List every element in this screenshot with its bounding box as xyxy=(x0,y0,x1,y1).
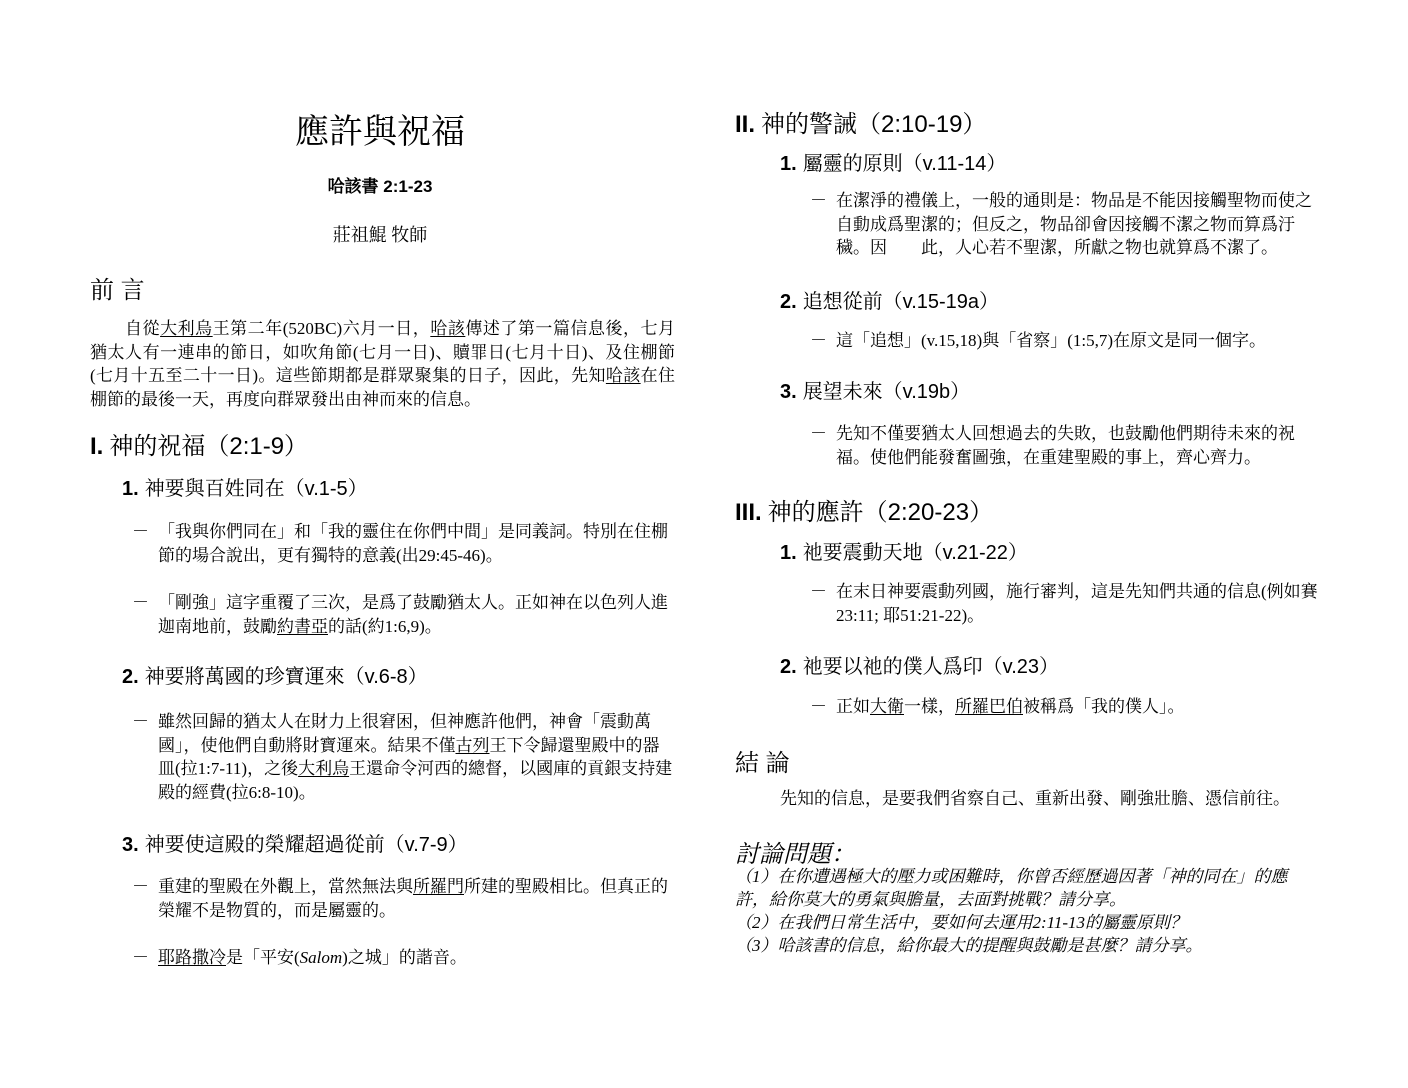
subsection-number: 3. xyxy=(122,834,139,856)
bullet-item xyxy=(810,580,1320,627)
subsection-title: 神要使這殿的榮耀超過從前（v.7-9） xyxy=(144,834,468,856)
text-segment: 雖然回歸的猶太人在財力上很窘困，但神應許他們，神會「震動萬國」，使他們自動將財寶運來。結果不僅 xyxy=(158,712,651,755)
text-segment: 王下令歸還聖殿中的器皿(拉1:7-11)，之後 xyxy=(158,735,660,778)
underlined-name: 耶路撒冷 xyxy=(158,948,226,967)
text-segment: 在潔淨的禮儀上，一般的通則是：物品是不能因接觸聖物而使之自動成爲聖潔的；但反之，物品卻會因接觸不潔之物而算爲汙穢。因 此，人心若不聖潔，所獻之物也就算爲不潔了。 xyxy=(836,191,1312,257)
text-segment: 所建的聖殿相比。但真正的榮耀不是物質的，而是屬靈的。 xyxy=(158,877,668,920)
bullet-item xyxy=(810,329,1320,353)
text-segment: 「我與你們同在」和「我的靈住在你們中間」是同義詞。特別在住棚節的場合說出，更有獨特的意義(出29:45-46)。 xyxy=(158,522,668,565)
subsection-heading xyxy=(780,650,1059,679)
text-segment: 自從 xyxy=(90,319,161,338)
bullet-item xyxy=(132,946,675,970)
discussion-questions xyxy=(735,865,1320,957)
section-title: 神的祝福（2:1-9） xyxy=(109,433,309,460)
subsection-heading xyxy=(780,147,1006,176)
subsection-number: 3. xyxy=(780,381,797,403)
subsection-number: 1. xyxy=(780,153,797,175)
question-3: （3）哈該書的信息，給你最大的提醒與鼓勵是甚麼？請分享。 xyxy=(735,936,1203,955)
bullet-dash: － xyxy=(810,697,827,716)
text-segment: 傳述了第一篇信息後，七月猶太人有一連串的節日，如吹角節(七月一日)、贖罪日(七月十日)、及住棚節(七月十五至二十一日)。這些節期都是群眾聚集的日子，因此，先知 xyxy=(90,319,676,385)
underlined-name: 哈該 xyxy=(605,366,641,385)
bullet-item xyxy=(810,695,1320,719)
text-segment: Salom xyxy=(299,948,343,967)
underlined-name: 所羅門 xyxy=(413,877,464,896)
subsection-title: 屬靈的原則（v.11-14） xyxy=(802,153,1007,175)
section-heading xyxy=(735,492,993,527)
subsection-number: 2. xyxy=(780,656,797,678)
text-segment: 王還命令河西的總督，以國庫的貢銀支持建殿的經費(拉6:8-10)。 xyxy=(158,759,673,802)
underlined-name: 所羅巴伯 xyxy=(955,697,1023,716)
section-heading xyxy=(735,104,986,139)
subsection-heading xyxy=(780,285,999,314)
section-number: I. xyxy=(90,433,104,460)
text-segment: 重建的聖殿在外觀上，當然無法與 xyxy=(158,877,413,896)
section-heading xyxy=(90,426,308,461)
text-segment: )之城」的諧音。 xyxy=(342,948,467,967)
text-segment: 被稱爲「我的僕人」。 xyxy=(1023,697,1185,716)
subsection-heading xyxy=(780,375,970,404)
subsection-title: 神要與百姓同在（v.1-5） xyxy=(144,478,368,500)
underlined-name: 大利烏 xyxy=(160,319,213,338)
bullet-dash: － xyxy=(810,191,827,210)
text-segment: 在住棚節的最後一天，再度向群眾發出由神而來的信息。 xyxy=(90,366,675,409)
conclusion-heading: 結 論 xyxy=(735,750,790,777)
text-segment: 王第二年(520BC)六月一日， xyxy=(212,319,431,338)
bullet-dash: － xyxy=(132,877,149,896)
author: 莊祖鯤 牧師 xyxy=(332,225,428,245)
underlined-name: 哈該 xyxy=(430,319,466,338)
subsection-heading xyxy=(122,660,428,689)
bullet-dash: － xyxy=(810,582,827,601)
discussion-heading: 討論問題： xyxy=(735,842,855,868)
section-number: III. xyxy=(735,499,762,526)
text-segment: 在末日神要震動列國，施行審判，這是先知們共通的信息(例如賽23:11; 耶51:21-22)。 xyxy=(836,582,1318,625)
subsection-title: 追想從前（v.15-19a） xyxy=(802,291,1000,313)
text-segment: 正如 xyxy=(836,697,870,716)
subsection-heading xyxy=(122,472,368,501)
bullet-item xyxy=(810,189,1320,260)
text-segment: 一樣， xyxy=(904,697,955,716)
bullet-item xyxy=(132,591,675,638)
bullet-item xyxy=(132,875,675,922)
section-title: 神的應許（2:20-23） xyxy=(767,499,994,526)
scripture-reference: 哈該書 2:1-23 xyxy=(327,177,433,196)
question-1: （1）在你遭遇極大的壓力或困難時，你曾否經歷過因著「神的同在」的應許，給你莫大的勇氣與膽量，去面對挑戰？請分享。 xyxy=(735,867,1288,909)
subsection-number: 1. xyxy=(122,478,139,500)
subsection-title: 祂要以祂的僕人爲印（v.23） xyxy=(802,656,1060,678)
text-segment: 「剛強」這字重覆了三次，是爲了鼓勵猶太人。正如神在以色列人進迦南地前，鼓勵 xyxy=(158,593,668,636)
intro-heading: 前 言 xyxy=(90,277,145,304)
underlined-name: 約書亞 xyxy=(277,616,328,636)
document-title: 應許與祝福 xyxy=(295,114,465,151)
bullet-dash: － xyxy=(810,331,827,350)
bullet-item xyxy=(810,422,1320,469)
subsection-title: 祂要震動天地（v.21-22） xyxy=(802,542,1028,564)
bullet-item xyxy=(132,520,675,567)
subsection-number: 2. xyxy=(122,666,139,688)
bullet-dash: － xyxy=(132,712,149,731)
question-2: （2）在我們日常生活中，要如何去運用2:11-13的屬靈原則？ xyxy=(735,913,1188,932)
underlined-name: 古列 xyxy=(455,735,490,755)
bullet-dash: － xyxy=(132,948,149,967)
underlined-name: 大利烏 xyxy=(298,759,350,778)
subsection-heading xyxy=(780,536,1028,565)
section-title: 神的警誡（2:10-19） xyxy=(761,111,987,138)
section-number: II. xyxy=(735,111,756,138)
bullet-dash: － xyxy=(810,424,827,443)
intro-paragraph xyxy=(90,317,675,411)
text-segment: 先知不僅要猶太人回想過去的失敗，也鼓勵他們期待未來的祝福。使他們能發奮圖強，在重建聖殿的事上，齊心齊力。 xyxy=(836,424,1295,467)
subsection-heading xyxy=(122,828,468,857)
subsection-number: 1. xyxy=(780,542,797,564)
bullet-item xyxy=(132,710,675,804)
text-segment: 這「追想」(v.15,18)與「省察」(1:5,7)在原文是同一個字。 xyxy=(836,331,1267,350)
subsection-number: 2. xyxy=(780,291,797,313)
subsection-title: 神要將萬國的珍寶運來（v.6-8） xyxy=(144,666,428,688)
conclusion-text: 先知的信息，是要我們省察自己、重新出發、剛強壯膽、憑信前往。 xyxy=(780,789,1290,808)
bullet-dash: － xyxy=(132,522,149,541)
text-segment: 的話(約1:6,9)。 xyxy=(328,616,442,636)
subsection-title: 展望未來（v.19b） xyxy=(802,381,971,403)
underlined-name: 大衛 xyxy=(870,697,904,716)
text-segment: 是「平安( xyxy=(226,948,300,967)
bullet-dash: － xyxy=(132,593,149,612)
